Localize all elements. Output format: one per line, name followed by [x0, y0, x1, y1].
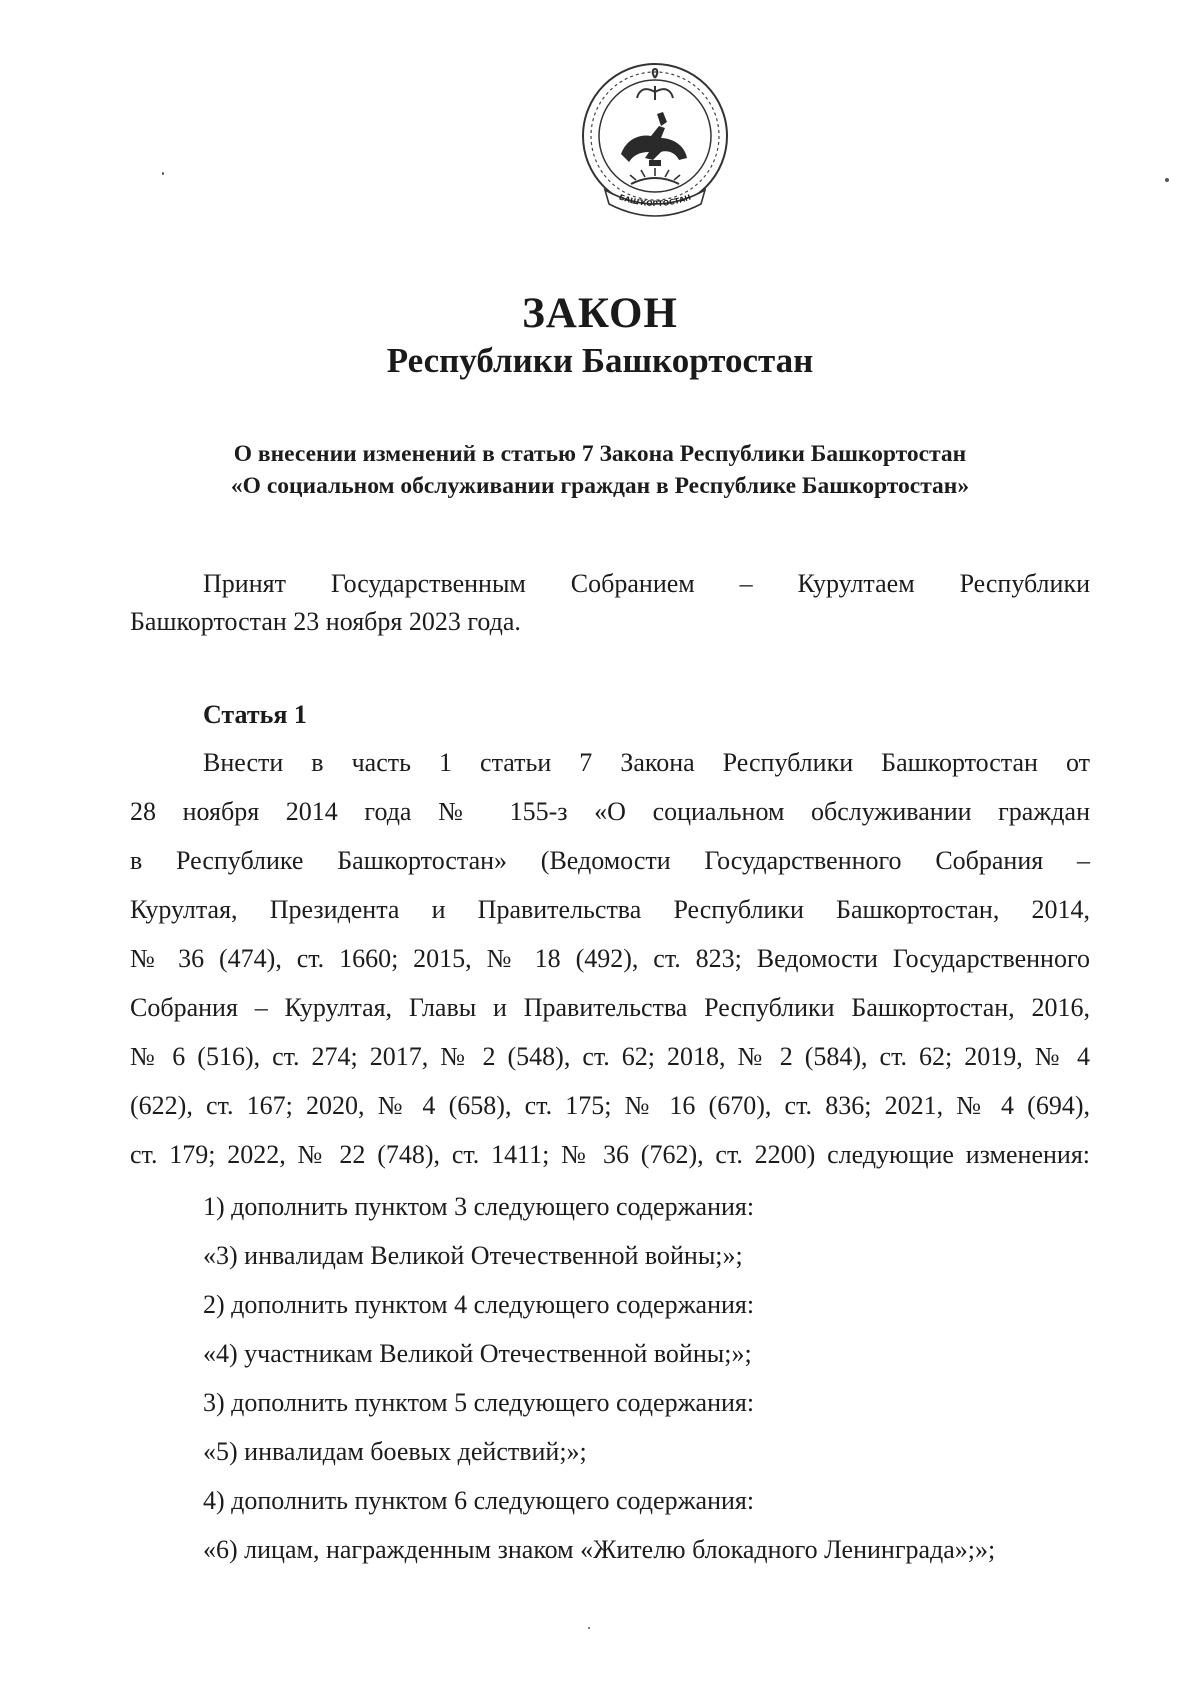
list-item: «4) участникам Великой Отечественной войны;»; [203, 1339, 752, 1368]
adoption-line: Башкортостан 23 ноября 2023 года. [130, 607, 521, 636]
law-name [120, 438, 1080, 502]
scan-speck [162, 172, 164, 175]
document-subtitle: Республики Башкортостан [386, 341, 814, 380]
svg-text:БАШҠОРТОСТАН: БАШҠОРТОСТАН [617, 192, 693, 209]
article-heading: Статья 1 [203, 700, 307, 729]
article-line: № 6 (516), ст. 274; 2017, № 2 (548), ст. 62; 2018, № 2 (584), ст. 62; 2019, № 4 [130, 1042, 1090, 1071]
list-item: 2) дополнить пунктом 4 следующего содержания: [203, 1290, 755, 1319]
scan-speck [588, 1627, 590, 1629]
article-line: в Республике Башкортостан» (Ведомости Государственного Собрания – [130, 846, 1090, 875]
list-item: 1) дополнить пунктом 3 следующего содержания: [203, 1192, 755, 1221]
law-name-line: «О социальном обслуживании граждан в Республике Башкортостан» [230, 473, 970, 499]
document-title: ЗАКОН [522, 290, 678, 337]
coat-of-arms-emblem [575, 56, 735, 228]
article-line: (622), ст. 167; 2020, № 4 (658), ст. 175; № 16 (670), ст. 836; 2021, № 4 (694), [130, 1091, 1090, 1120]
amendment-list [203, 1182, 995, 1574]
article-line: Курултая, Президента и Правительства Республики Башкортостан, 2014, [130, 895, 1090, 924]
list-item: 4) дополнить пунктом 6 следующего содержания: [203, 1486, 755, 1515]
article-body [130, 738, 1090, 1179]
article-line: 28 ноября 2014 года № 155-з «О социальном обслуживании граждан [130, 797, 1090, 826]
adoption-statement [130, 565, 1090, 641]
list-item: «3) инвалидам Великой Отечественной войны;»; [203, 1241, 743, 1270]
list-item: «6) лицам, награжденным знаком «Жителю блокадного Ленинграда»;»; [203, 1535, 996, 1564]
scan-speck [1165, 178, 1169, 182]
adoption-line: Принят Государственным Собранием – Курултаем Республики [203, 569, 1090, 598]
article-line: Внести в часть 1 статьи 7 Закона Республики Башкортостан от [203, 748, 1090, 777]
article-line: № 36 (474), ст. 1660; 2015, № 18 (492), ст. 823; Ведомости Государственного [130, 944, 1090, 973]
article-line: Собрания – Курултая, Главы и Правительства Республики Башкортостан, 2016, [130, 993, 1090, 1022]
article-line: ст. 179; 2022, № 22 (748), ст. 1411; № 36 (762), ст. 2200) следующие изменения: [130, 1140, 1090, 1169]
list-item: «5) инвалидам боевых действий;»; [203, 1437, 587, 1466]
law-name-line: О внесении изменений в статью 7 Закона Республики Башкортостан [233, 441, 967, 467]
list-item: 3) дополнить пунктом 5 следующего содержания: [203, 1388, 755, 1417]
